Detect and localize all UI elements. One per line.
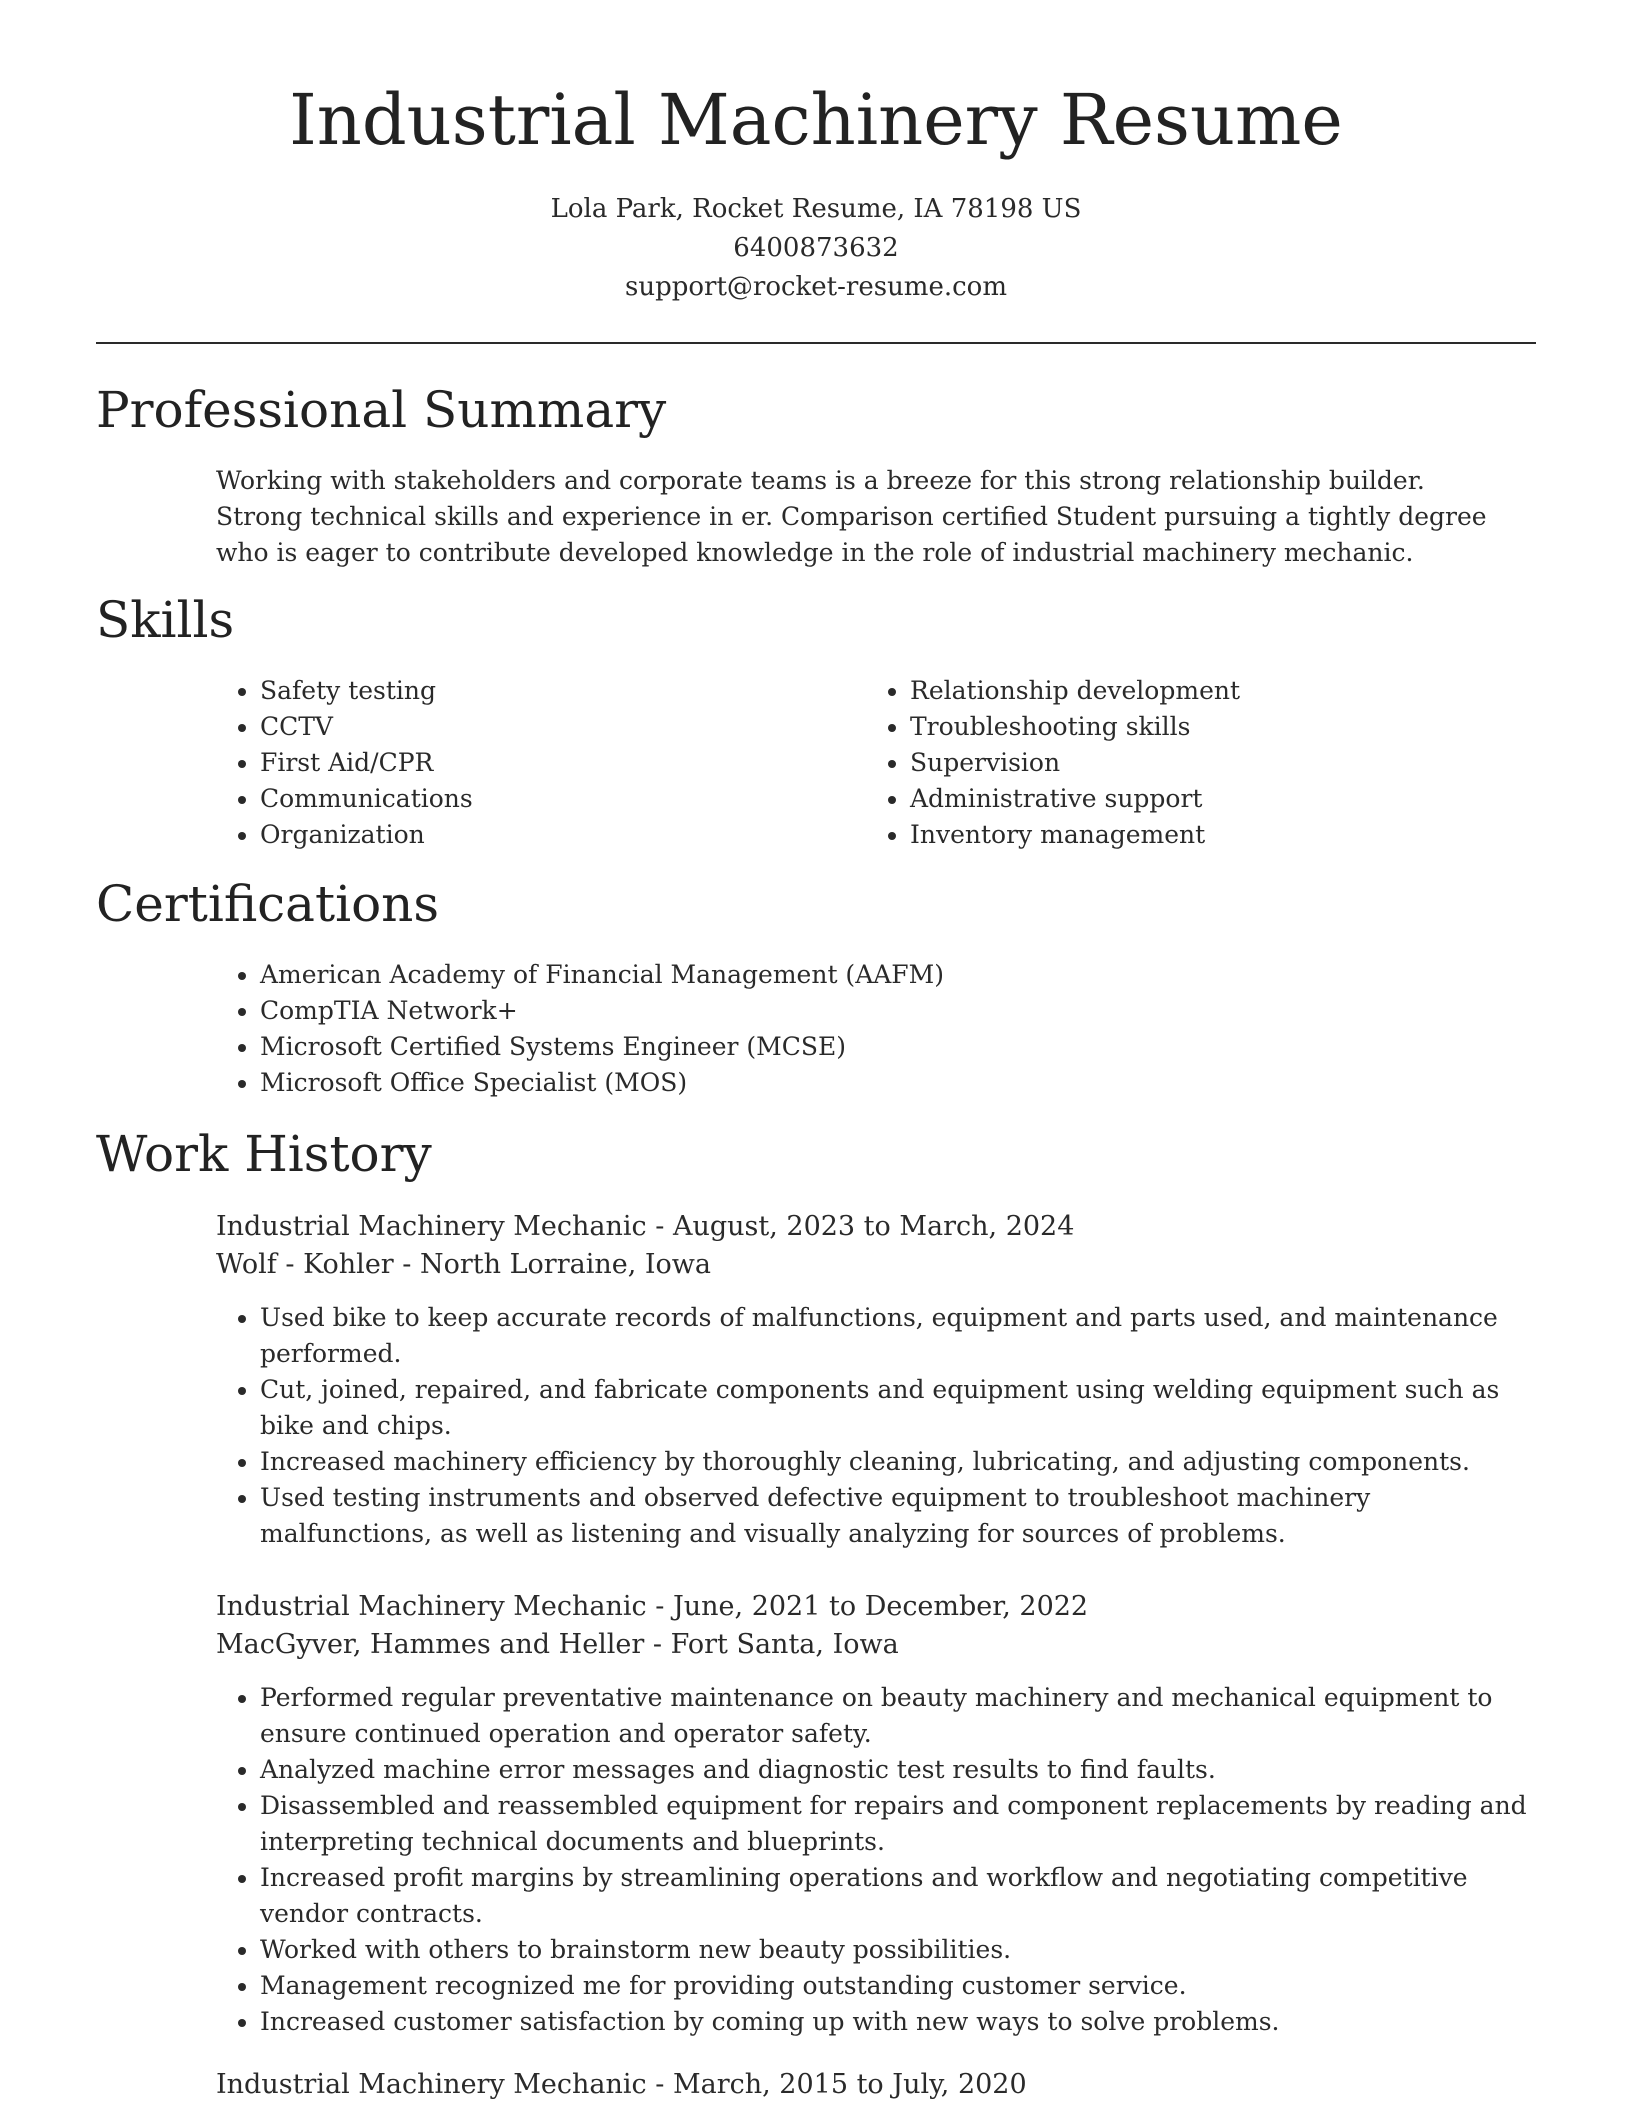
job-bullet: • Cut, joined, repaired, and fabricate components and equipment using welding equipment such as bike and chips. — [260, 1372, 1536, 1444]
skill-item: • Organization — [260, 817, 836, 853]
job-header — [216, 1588, 1516, 1626]
job-bullet: • Used testing instruments and observed defective equipment to troubleshoot machinery malfunctions, as well as listening and visually analyzing for sources of problems. — [260, 1480, 1536, 1552]
job-header — [216, 1208, 1516, 1246]
contact-address: Lola Park, Rocket Resume, IA 78198 US — [550, 194, 1082, 224]
job-header — [216, 2066, 1516, 2104]
job-bullet: • Increased profit margins by streamlining operations and workflow and negotiating competitive vendor contracts. — [260, 1860, 1536, 1932]
skill-item: • CCTV — [260, 709, 836, 745]
skill-item: • First Aid/CPR — [260, 745, 836, 781]
certifications-heading: Certifications — [96, 875, 440, 933]
contact-email: support@rocket-resume.com — [624, 272, 1007, 302]
job-role: Industrial Machinery Mechanic — [216, 2069, 647, 2100]
job-role: Industrial Machinery Mechanic — [216, 1211, 647, 1242]
job-dates: - August, 2023 to March, 2024 — [646, 1211, 1075, 1242]
skill-item: • Supervision — [910, 745, 1486, 781]
certification-item: • American Academy of Financial Management (AAFM) — [260, 957, 1516, 993]
job-dates: - June, 2021 to December, 2022 — [646, 1591, 1089, 1622]
skill-item: • Safety testing — [260, 673, 836, 709]
job-bullet: • Used bike to keep accurate records of malfunctions, equipment and parts used, and maintenance performed. — [260, 1300, 1536, 1372]
resume-title: Industrial Machinery Resume — [289, 79, 1343, 161]
job-location: - Fort Santa, Iowa — [644, 1629, 899, 1660]
job-bullet: • Worked with others to brainstorm new beauty possibilities. — [260, 1932, 1536, 1968]
summary-heading: Professional Summary — [96, 381, 667, 439]
skill-item: • Troubleshooting skills — [910, 709, 1486, 745]
job-location: - North Lorraine, Iowa — [393, 1249, 711, 1280]
job-bullets — [216, 1680, 1536, 2040]
job-bullets — [216, 1300, 1536, 1552]
job-role: Industrial Machinery Mechanic — [216, 1591, 647, 1622]
job-employer-line — [216, 1626, 1516, 1664]
skills-heading: Skills — [96, 591, 235, 649]
skills-list-left — [216, 673, 836, 853]
skill-item: • Communications — [260, 781, 836, 817]
job-bullet: • Analyzed machine error messages and diagnostic test results to find faults. — [260, 1752, 1536, 1788]
job-employer: MacGyver, Hammes and Heller — [216, 1629, 645, 1660]
skill-item: • Inventory management — [910, 817, 1486, 853]
job-bullet: • Management recognized me for providing outstanding customer service. — [260, 1968, 1536, 2004]
job-bullet: • Disassembled and reassembled equipment for repairs and component replacements by reading and interpreting technical documents and blueprints. — [260, 1788, 1536, 1860]
certifications-list — [216, 957, 1516, 1101]
job-bullet: • Increased customer satisfaction by coming up with new ways to solve problems. — [260, 2004, 1536, 2040]
contact-phone: 6400873632 — [733, 233, 899, 263]
skill-item: • Administrative support — [910, 781, 1486, 817]
certification-item: • CompTIA Network+ — [260, 993, 1516, 1029]
certification-item: • Microsoft Office Specialist (MOS) — [260, 1065, 1516, 1101]
job-dates: - March, 2015 to July, 2020 — [646, 2069, 1027, 2100]
work-history-heading: Work History — [96, 1125, 432, 1183]
job-bullet: • Increased machinery efficiency by thoroughly cleaning, lubricating, and adjusting components. — [260, 1444, 1536, 1480]
certification-item: • Microsoft Certified Systems Engineer (MCSE) — [260, 1029, 1516, 1065]
job-employer: Wolf - Kohler — [216, 1249, 394, 1280]
contact-block — [0, 190, 1632, 307]
job-bullet: • Performed regular preventative maintenance on beauty machinery and mechanical equipment to ensure continued operation and operator safety. — [260, 1680, 1536, 1752]
skills-list-right — [866, 673, 1486, 853]
skill-item: • Relationship development — [910, 673, 1486, 709]
header-divider — [96, 342, 1536, 344]
summary-text: Working with stakeholders and corporate teams is a breeze for this strong relationship builder. Strong technical skills and experience in er. Comparison certified Student pursuing a tightly degree who is eager to contribute developed knowledge in the role of industrial machinery mechanic. — [216, 466, 1487, 567]
job-employer-line — [216, 1246, 1516, 1284]
